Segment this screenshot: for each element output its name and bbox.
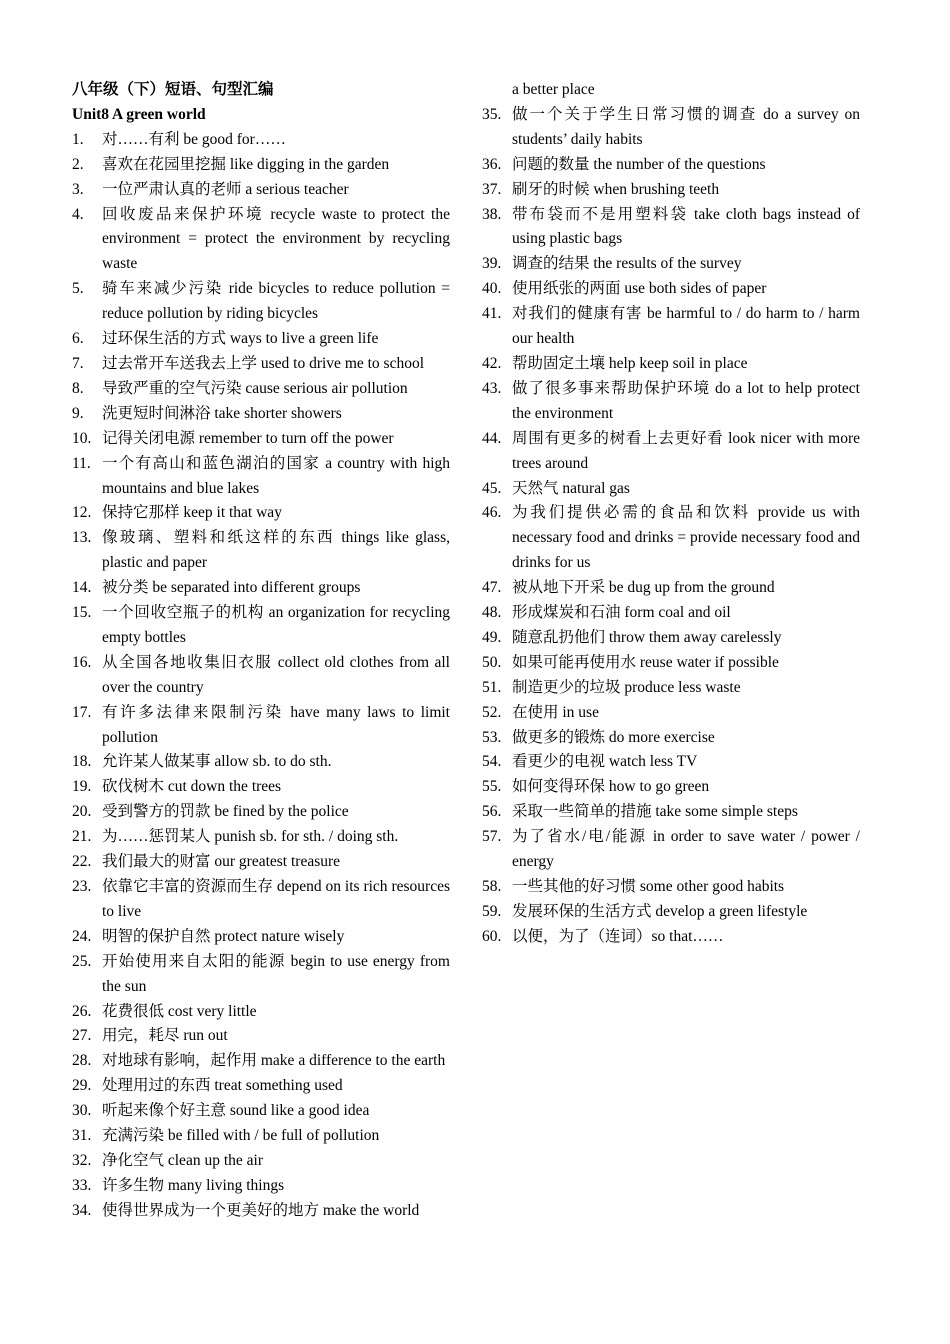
list-item [482,875,860,900]
list-item [482,800,860,825]
list-item [72,427,450,452]
list-item [482,153,860,178]
item-text: 导致严重的空气污染 cause serious air pollution [102,379,408,397]
item-text: 一位严肃认真的老师 a serious teacher [102,180,349,198]
item-number: 23. [72,878,92,895]
item-text: 天然气 natural gas [512,479,630,497]
item-text: 有许多法律来限制污染 have many laws to limit pollution [102,703,450,746]
item-text: 为了省水/电/能源 in order to save water / power / energy [512,828,860,871]
list-item [72,178,450,203]
item-text: 形成煤炭和石油 form coal and oil [512,604,731,622]
item-text: 用完，耗尽 run out [102,1027,228,1045]
item-text: 喜欢在花园里挖掘 like digging in the garden [102,155,390,173]
item-number: 7. [72,354,84,372]
item-text: 一个回收空瓶子的机构 an organization for recycling empty bottles [102,604,450,646]
list-item [482,252,860,277]
list-item [482,377,860,427]
list-item [72,750,450,775]
item-number: 5. [72,280,84,298]
item-text: 带布袋而不是用塑料袋 take cloth bags instead of using plastic bags [512,205,860,248]
list-item [482,750,860,775]
unit-heading: Unit8 A green world [72,105,206,123]
list-item [482,775,860,800]
item-text: 砍伐树木 cut down the trees [102,778,282,796]
item-text: 受到警方的罚款 be fined by the police [102,803,349,821]
item-number: 54. [482,753,502,771]
item-text: 听起来像个好主意 sound like a good idea [102,1102,370,1120]
item-number: 17. [72,703,92,721]
item-text: 开始使用来自太阳的能源 begin to use energy from the sun [102,952,450,995]
item-number: 3. [72,180,84,198]
list-item [482,302,860,352]
list-item [482,501,860,576]
item-text: 骑车来减少污染 ride bicycles to reduce pollution = reduce pollution by riding bicycles [102,280,450,323]
list-item [72,1149,450,1174]
item-number: 50. [482,653,502,671]
item-number: 46. [482,504,502,522]
item-number: 11. [72,454,91,472]
list-item [72,1124,450,1149]
item-number: 34. [72,1201,92,1219]
item-number: 57. [482,828,502,846]
item-number: 15. [72,604,92,622]
list-item [72,203,450,278]
item-number: 20. [72,803,92,821]
list-item [72,576,450,601]
list-item [72,701,450,751]
list-item [72,1024,450,1049]
item-text: 做了很多事来帮助保护环境 do a lot to help protect the environment [512,379,860,422]
list-item [72,526,450,576]
left-column [72,78,450,1224]
item-text: 如果可能再使用水 reuse water if possible [512,653,779,671]
list-item [482,576,860,601]
list-item [482,277,860,302]
item-number: 44. [482,429,502,447]
list-item [72,1000,450,1025]
item-text: 对地球有影响，起作用 make a difference to the earth [102,1052,446,1070]
item-text: 像玻璃、塑料和纸这样的东西 things like glass, plastic and paper [102,529,450,572]
item-text: 刷牙的时候 when brushing teeth [512,180,720,198]
item-text: 发展环保的生活方式 develop a green lifestyle [512,902,808,920]
document-title: 八年级（下）短语、句型汇编 [72,81,274,98]
item-text: 随意乱扔他们 throw them away carelessly [512,628,782,646]
phrase-list-right [482,103,860,950]
item-number: 39. [482,255,502,273]
right-column [482,78,860,950]
item-text: 净化空气 clean up the air [102,1151,263,1169]
item-number: 29. [72,1077,92,1095]
list-item [482,676,860,701]
item-text: 过环保生活的方式 ways to live a green life [102,330,379,348]
item-text: 调查的结果 the results of the survey [512,255,742,273]
item-text: 对……有利 be good for…… [102,130,286,148]
list-item [72,875,450,925]
list-item [72,352,450,377]
item-text: 做更多的锻炼 do more exercise [512,728,715,746]
item-text: 使得世界成为一个更美好的地方 make the world [102,1201,420,1219]
item-number: 16. [72,653,92,671]
item-text: 我们最大的财富 our greatest treasure [102,853,341,871]
list-item [482,726,860,751]
item-text: 帮助固定土壤 help keep soil in place [512,354,748,372]
item-text: 充满污染 be filled with / be full of pollution [102,1127,380,1145]
item-number: 60. [482,927,502,945]
item-number: 26. [72,1002,92,1020]
item-number: 47. [482,579,502,597]
item-text: 明智的保护自然 protect nature wisely [102,927,345,945]
item-number: 40. [482,280,502,298]
item-number: 56. [482,803,502,821]
item-text: 保持它那样 keep it that way [102,504,282,522]
item-34-continuation: a better place [512,81,595,98]
item-text: 采取一些简单的措施 take some simple steps [512,803,798,821]
item-text: 被从地下开采 be dug up from the ground [512,579,775,597]
item-number: 4. [72,205,84,223]
item-number: 19. [72,778,92,796]
item-number: 1. [72,130,84,148]
item-number: 24. [72,927,92,945]
item-text: 一个有高山和蓝色湖泊的国家 a country with high mountains and blue lakes [102,454,450,497]
item-number: 59. [482,902,502,920]
list-item [72,800,450,825]
item-text: 被分类 be separated into different groups [102,579,361,597]
list-item [482,825,860,875]
item-number: 13. [72,529,92,547]
list-item [482,477,860,502]
item-text: 在使用 in use [512,703,599,721]
item-number: 41. [482,305,502,323]
item-number: 45. [482,479,502,497]
item-text: 看更少的电视 watch less TV [512,753,698,771]
item-number: 12. [72,504,92,522]
item-number: 6. [72,330,84,348]
list-item [72,1199,450,1224]
list-item [482,900,860,925]
list-item [72,1099,450,1124]
list-item [72,775,450,800]
item-number: 49. [482,628,502,646]
item-number: 37. [482,180,502,198]
item-number: 48. [482,604,502,622]
item-number: 28. [72,1052,92,1070]
list-item [72,377,450,402]
item-text: 为……惩罚某人 punish sb. for sth. / doing sth. [102,828,399,846]
item-text: 制造更少的垃圾 produce less waste [512,678,741,696]
list-item [72,1174,450,1199]
item-text: 处理用过的东西 treat something used [102,1077,343,1095]
item-number: 14. [72,579,92,597]
item-text: 回收废品来保护环境 recycle waste to protect the environment = protect the environment by recycling waste [102,205,450,273]
item-text: 许多生物 many living things [102,1176,285,1194]
list-item [482,203,860,253]
item-number: 33. [72,1176,92,1194]
item-number: 8. [72,379,84,397]
list-item [72,277,450,327]
item-number: 31. [72,1127,92,1145]
item-number: 22. [72,853,92,871]
list-item [482,178,860,203]
item-number: 25. [72,952,92,970]
list-item [72,501,450,526]
list-item [482,352,860,377]
list-item [482,651,860,676]
item-text: 过去常开车送我去上学 used to drive me to school [102,354,425,372]
item-number: 10. [72,429,92,447]
item-number: 21. [72,828,92,846]
list-item [482,701,860,726]
item-text: 为我们提供必需的食品和饮料 provide us with necessary food and drinks = provide necessary food and drinks for us [512,504,860,572]
item-number: 53. [482,728,502,746]
item-number: 9. [72,404,84,422]
item-number: 43. [482,379,502,397]
list-item [72,128,450,153]
item-number: 42. [482,354,502,372]
item-text: 允许某人做某事 allow sb. to do sth. [102,753,332,771]
list-item [72,1049,450,1074]
item-text: 花费很低 cost very little [102,1002,257,1020]
phrase-list-left [72,128,450,1224]
item-number: 38. [482,205,502,223]
list-item [72,1074,450,1099]
item-text: 对我们的健康有害 be harmful to / do harm to / harm our health [512,305,860,348]
item-number: 32. [72,1151,92,1169]
item-text: 做一个关于学生日常习惯的调查 do a survey on students’ daily habits [512,105,860,148]
item-number: 35. [482,105,502,123]
list-item [482,925,860,950]
list-item [72,651,450,701]
item-number: 36. [482,155,502,173]
item-text: 一些其他的好习惯 some other good habits [512,878,785,895]
item-text: 问题的数量 the number of the questions [512,155,766,173]
item-text: 使用纸张的两面 use both sides of paper [512,280,767,298]
list-item [72,925,450,950]
item-text: 记得关闭电源 remember to turn off the power [102,429,394,447]
item-text: 依靠它丰富的资源而生存 depend on its rich resources to live [102,878,450,920]
item-text: 以便，为了（连词）so that…… [512,927,724,945]
item-text: 洗更短时间淋浴 take shorter showers [102,404,342,422]
list-item [72,153,450,178]
list-item [72,327,450,352]
list-item [72,825,450,850]
item-number: 51. [482,678,502,696]
item-text: 周围有更多的树看上去更好看 look nicer with more trees around [512,429,860,472]
item-text: 如何变得环保 how to go green [512,778,710,796]
list-item [482,103,860,153]
list-item [72,950,450,1000]
item-number: 58. [482,878,502,895]
item-number: 52. [482,703,502,721]
item-text: 从全国各地收集旧衣服 collect old clothes from all over the country [102,653,450,696]
item-number: 27. [72,1027,92,1045]
list-item [482,601,860,626]
list-item [482,427,860,477]
list-item [482,626,860,651]
list-item [72,601,450,651]
list-item [72,402,450,427]
list-item [72,850,450,875]
item-number: 55. [482,778,502,796]
list-item [72,452,450,502]
item-number: 2. [72,155,84,173]
item-number: 30. [72,1102,92,1120]
item-number: 18. [72,753,92,771]
